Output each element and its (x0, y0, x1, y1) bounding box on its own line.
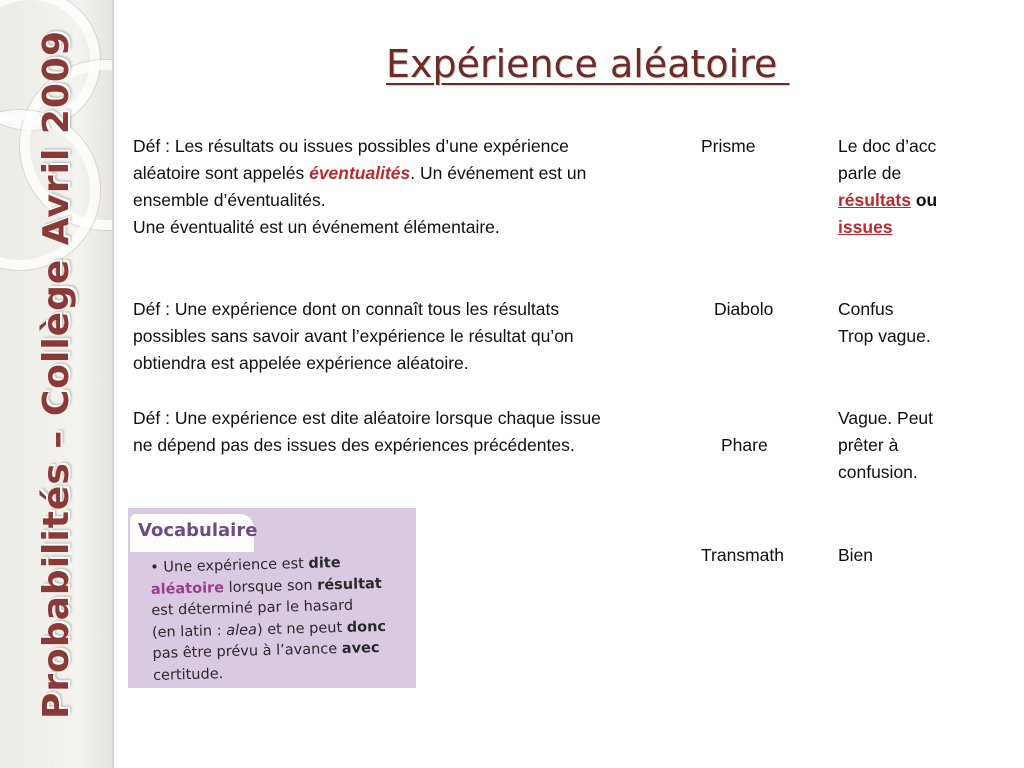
definition-3 (133, 405, 601, 459)
highlight-eventualites: éventualités (309, 163, 411, 183)
text-span: • Une expérience est (150, 555, 309, 576)
comment-line: prêter à (838, 435, 899, 455)
definition-line: ne dépend pas des issues des expériences précédentes. (133, 435, 575, 455)
comment-line: parle de (838, 163, 902, 183)
definition-line: Une éventualité est un événement élémentaire. (133, 217, 500, 237)
definition-1 (133, 133, 586, 241)
definition-line: Déf : Une expérience dont on connaît tous les résultats (133, 299, 560, 319)
book-diabolo: Diabolo (714, 299, 774, 319)
text-span: . Un événement est un (410, 163, 587, 183)
definition-line: ensemble d’éventualités. (133, 190, 326, 210)
comment-line: Confus (838, 299, 894, 319)
text-span: aléatoire (150, 579, 225, 598)
text-span: donc (346, 618, 387, 636)
comment-line: Le doc d’acc (838, 136, 937, 156)
definition-2 (133, 296, 574, 377)
book-transmath: Transmath (701, 545, 784, 565)
comment-line: confusion. (838, 462, 918, 482)
book-prisme: Prisme (701, 136, 756, 156)
highlight-issues: issues (838, 217, 893, 237)
definition-line: obtiendra est appelée expérience aléatoire. (133, 353, 469, 373)
comment-prisme (838, 133, 937, 241)
text-span: (en latin : (151, 622, 227, 641)
comment-transmath: Bien (838, 545, 874, 565)
text-span: aléatoire sont appelés (133, 163, 310, 183)
text-span: résultat (316, 575, 382, 594)
vocabulary-image (128, 508, 416, 688)
text-span: ) et ne peut (256, 619, 347, 638)
definition-line: Déf : Les résultats ou issues possibles d’une expérience (133, 136, 569, 156)
vocabulary-heading: Vocabulaire (138, 520, 258, 541)
text-span: dite (308, 555, 341, 572)
comment-diabolo (838, 296, 931, 350)
slide-title: Expérience aléatoire (386, 42, 790, 86)
definition-line (133, 160, 586, 187)
text-span: pas être prévu à l’avance (152, 641, 343, 662)
book-phare: Phare (721, 435, 768, 455)
comment-line: Trop vague. (838, 326, 931, 346)
definition-line: Déf : Une expérience est dite aléatoire lorsque chaque issue (133, 408, 601, 428)
vertical-title: Probabilités – Collège Avril 2009 (36, 29, 77, 719)
sidebar (0, 0, 114, 768)
vocabulary-body (150, 552, 387, 687)
vocabulary-line: certitude. (152, 665, 224, 684)
text-span: lorsque son (223, 577, 318, 596)
vocabulary-line: est déterminé par le hasard (151, 597, 354, 619)
comment-line (838, 187, 937, 214)
comment-line: Vague. Peut (838, 408, 934, 428)
text-span: alea (226, 621, 258, 639)
definition-line: possibles sans savoir avant l’expérience le résultat qu’on (133, 326, 574, 346)
highlight-resultats: résultats (838, 190, 911, 210)
text-span: ou (915, 190, 938, 210)
text-span: avec (341, 640, 380, 658)
comment-phare (838, 405, 933, 486)
